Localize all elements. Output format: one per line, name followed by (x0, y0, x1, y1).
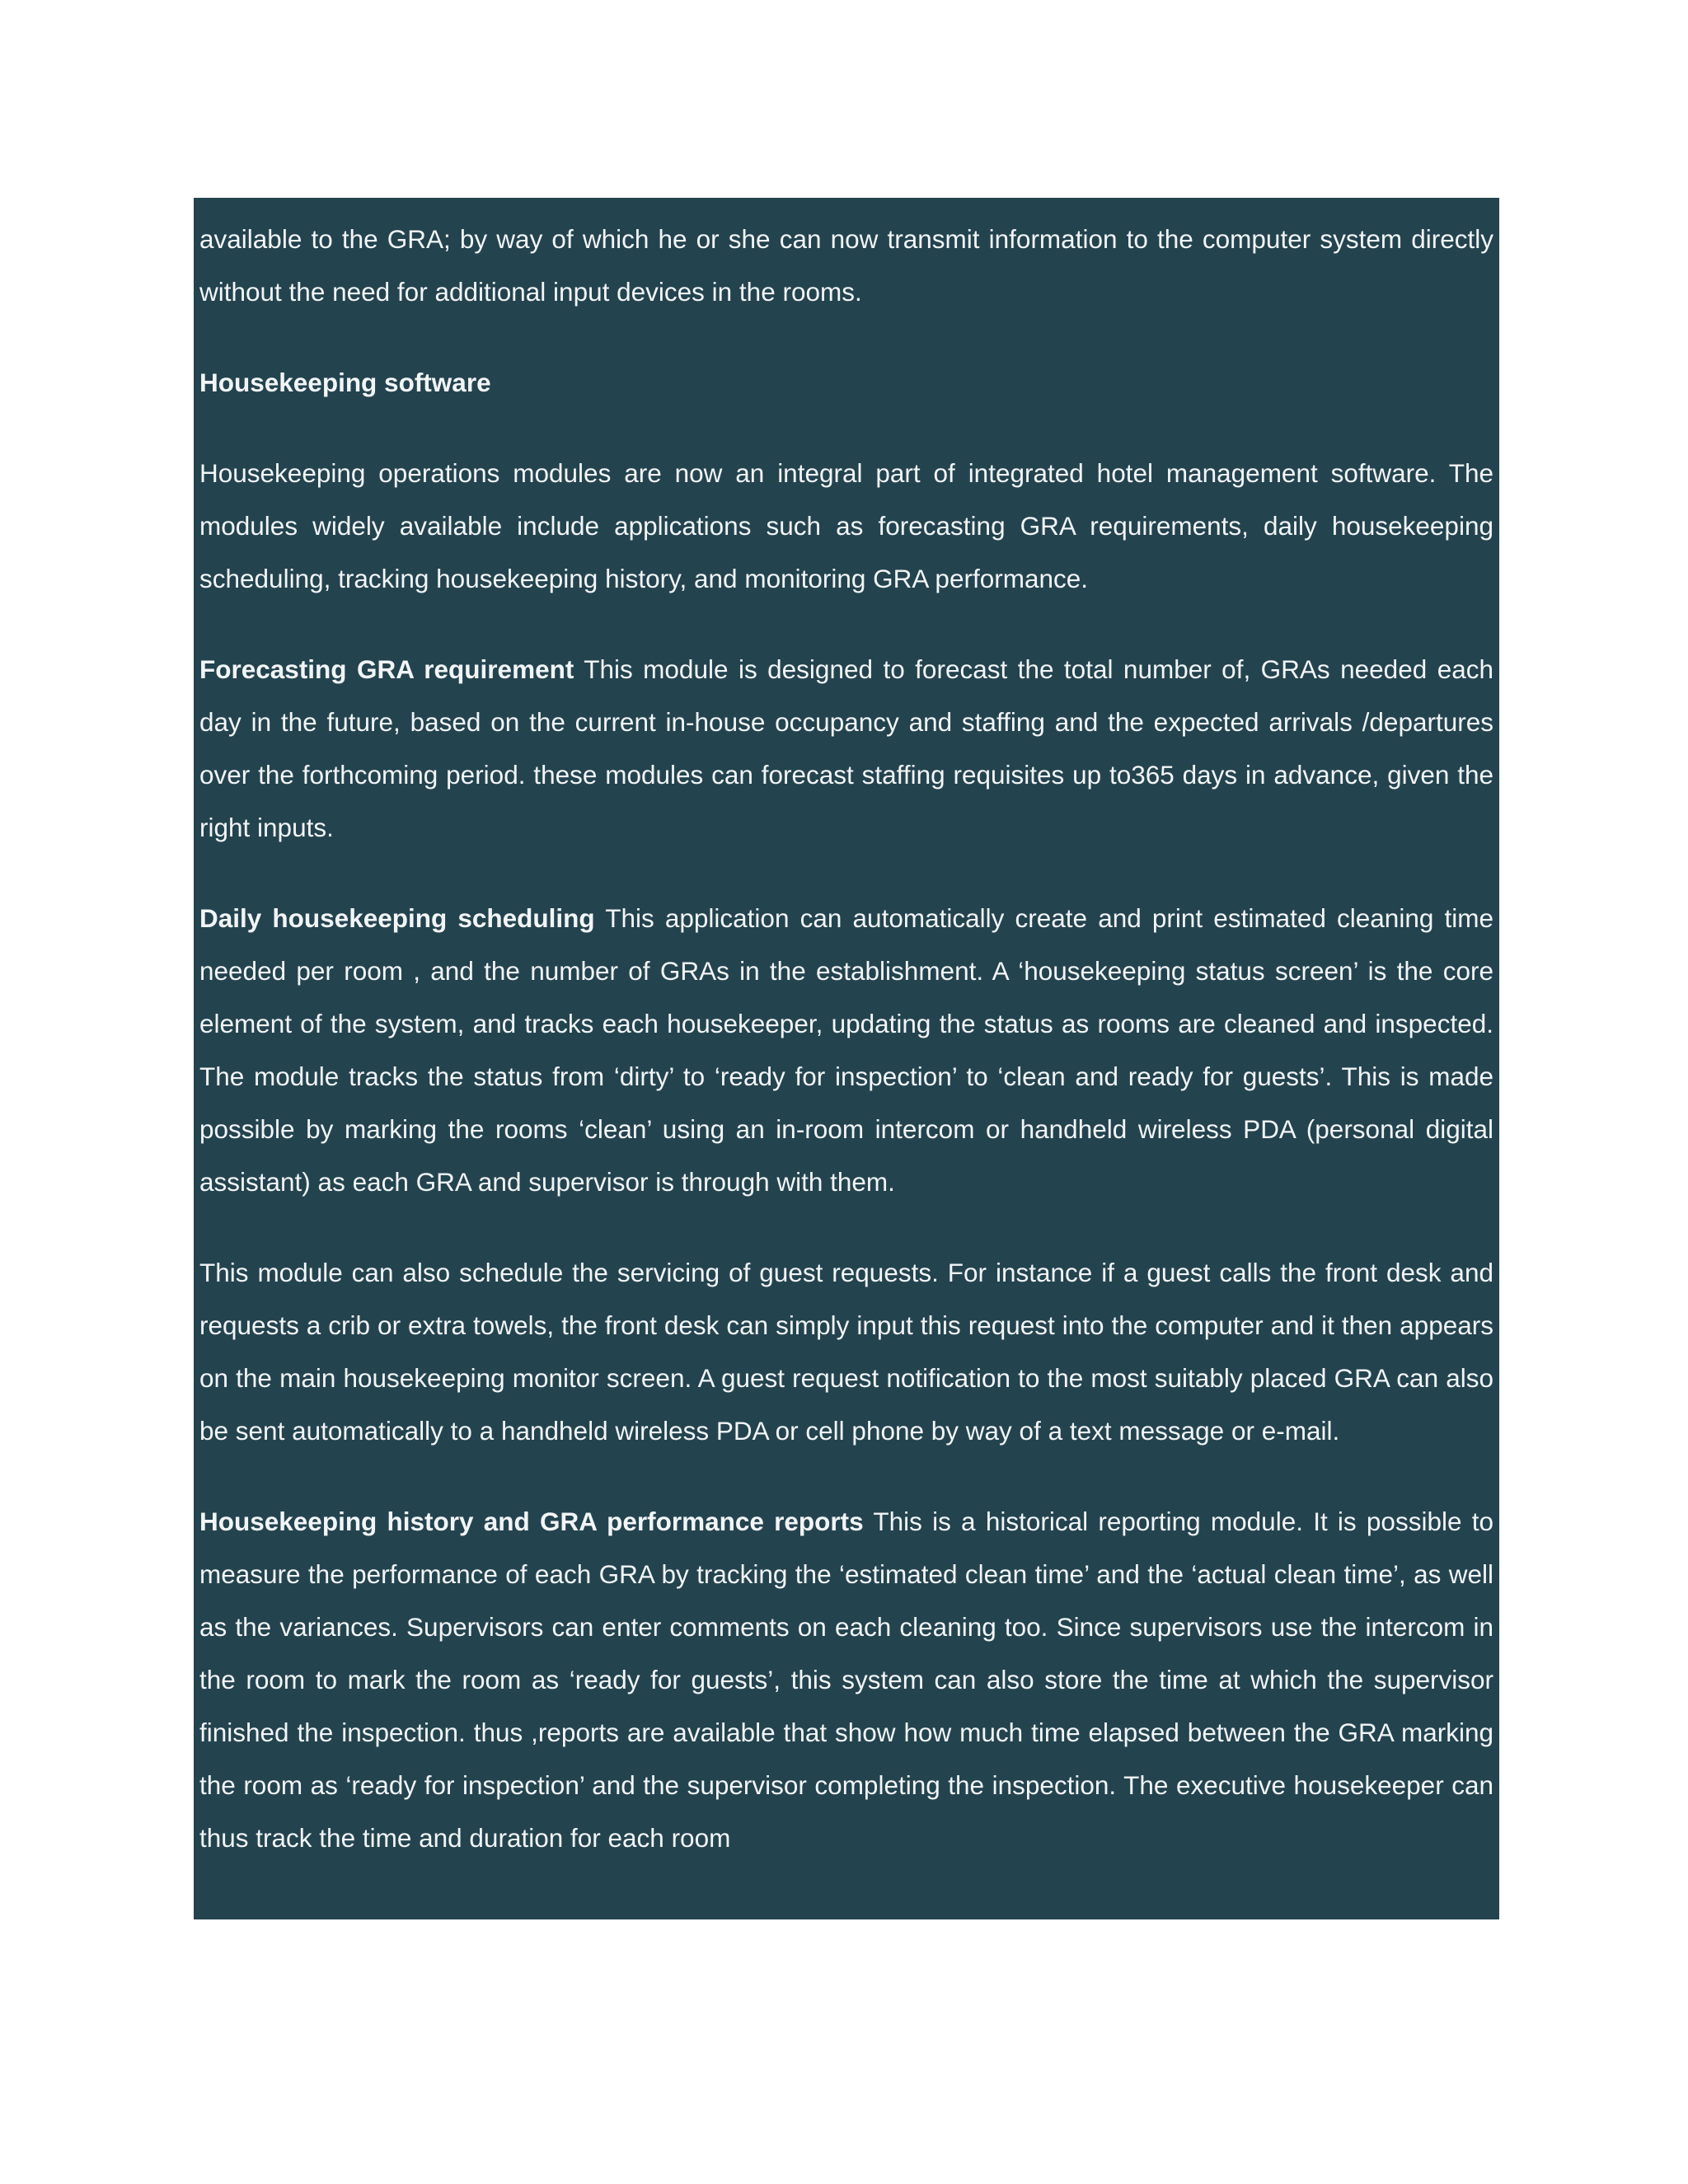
paragraph-software-text: Housekeeping operations modules are now an integral part of integrated hotel management software. The modules widely available include applications such as forecasting GRA requirements, daily housekeeping scheduling, tracking housekeeping history, and monitoring GRA performance. (199, 458, 1493, 593)
paragraph-guest-requests (199, 1246, 1493, 1457)
paragraph-intro (199, 213, 1493, 318)
paragraph-forecasting (199, 643, 1493, 854)
history-lead-heading: Housekeeping history and GRA performance reports (199, 1507, 864, 1536)
scheduling-lead-heading: Daily housekeeping scheduling (199, 903, 595, 933)
paragraph-history (199, 1495, 1493, 1864)
paragraph-intro-text: available to the GRA; by way of which he or she can now transmit information to the computer system directly without the need for additional input devices in the rooms. (199, 224, 1493, 307)
section-heading-housekeeping-software (199, 356, 1493, 409)
section-heading-text: Housekeeping software (199, 368, 491, 397)
forecasting-lead-heading: Forecasting GRA requirement (199, 654, 574, 684)
paragraph-scheduling (199, 892, 1493, 1208)
paragraph-guest-requests-text: This module can also schedule the servicing of guest requests. For instance if a guest calls the front desk and requests a crib or extra towels, the front desk can simply input this request into the computer and it then appears on the main housekeeping monitor screen. A guest request notification to the most suitably placed GRA can also be sent automatically to a handheld wireless PDA or cell phone by way of a text message or e-mail. (199, 1258, 1493, 1446)
paragraph-forecasting-text: This module is designed to forecast the total number of, GRAs needed each day in the future, based on the current in-house occupancy and staffing and the expected arrivals /departures over the forthcoming period. these modules can forecast staffing requisites up to365 days in advance, given the right inputs. (199, 654, 1493, 842)
highlighted-text-block (194, 198, 1499, 1919)
paragraph-history-text: This is a historical reporting module. It is possible to measure the performance of each GRA by tracking the ‘estimated clean time’ and the ‘actual clean time’, as well as the variances. Supervisors can enter comments on each cleaning too. Since supervisors use the intercom in the room to mark the room as ‘ready for guests’, this system can also store the time at which the supervisor finished the inspection. thus ,reports are available that show how much time elapsed between the GRA marking the room as ‘ready for inspection’ and the supervisor completing the inspection. The executive housekeeper can thus track the time and duration for each room (199, 1507, 1493, 1853)
paragraph-software (199, 447, 1493, 605)
paragraph-scheduling-text: This application can automatically create and print estimated cleaning time needed per room , and the number of GRAs in the establishment. A ‘housekeeping status screen’ is the core element of the system, and tracks each housekeeper, updating the status as rooms are cleaned and inspected. The module tracks the status from ‘dirty’ to ‘ready for inspection’ to ‘clean and ready for guests’. This is made possible by marking the rooms ‘clean’ using an in-room intercom or handheld wireless PDA (personal digital assistant) as each GRA and supervisor is through with them. (199, 903, 1494, 1197)
